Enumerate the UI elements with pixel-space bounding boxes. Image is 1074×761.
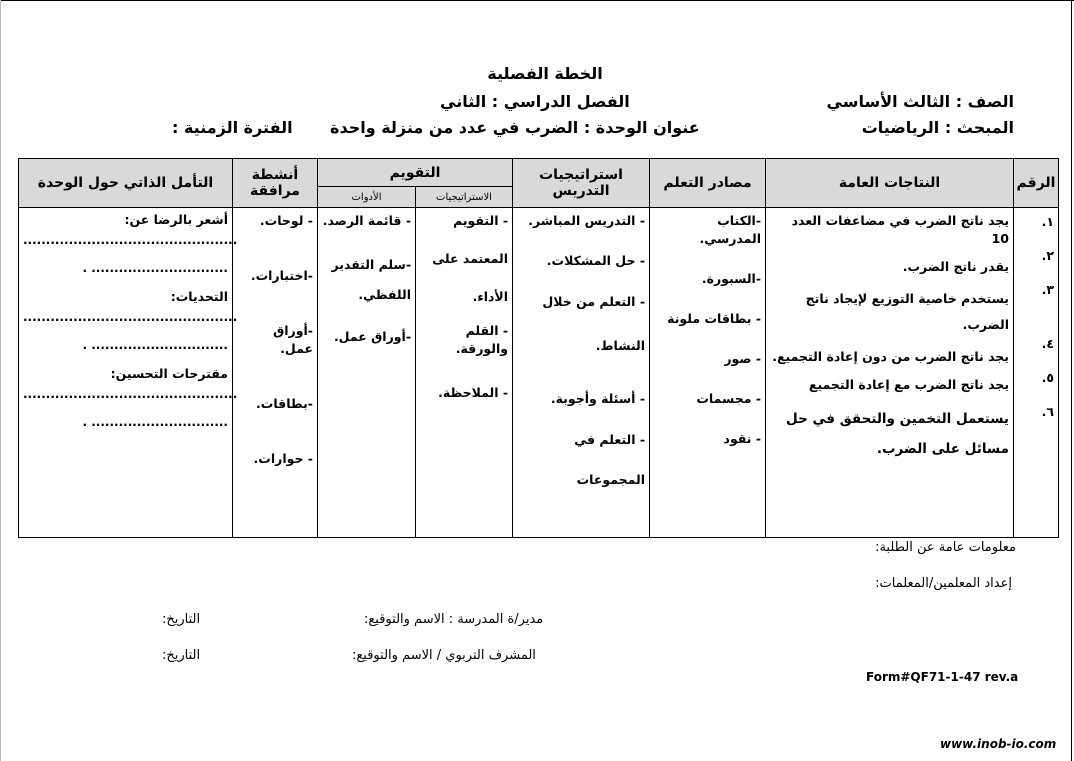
website-watermark: www.inob-io.com bbox=[940, 737, 1057, 751]
teaching-strategies-cell bbox=[513, 208, 650, 538]
student-info-label: معلومات عامة عن الطلبة: bbox=[875, 540, 1016, 555]
dotted-line: ............................................... bbox=[23, 310, 238, 324]
eval-strategy-item: - التقويم المعتمد على الأداء. bbox=[432, 213, 509, 304]
activity-item: -بطاقات. bbox=[256, 396, 313, 411]
source-item: - بطاقات ملونة bbox=[667, 311, 762, 326]
outcomes-cell bbox=[766, 208, 1014, 538]
header-eval-tools: الأدوات bbox=[318, 187, 416, 208]
source-item: -الكتاب المدرسي. bbox=[699, 213, 762, 246]
unit-title: عنوان الوحدة : الضرب في عدد من منزلة واحدة bbox=[330, 118, 700, 137]
row-number: ٣. bbox=[1041, 282, 1055, 297]
eval-strategy-item: - الملاحظة. bbox=[438, 385, 509, 400]
challenges-label: التحديات: bbox=[170, 289, 228, 304]
outcome-item: يجد ناتج الضرب في مضاعفات العدد 10 bbox=[791, 213, 1010, 246]
row-number: ٥. bbox=[1041, 370, 1055, 385]
improvements-label: مقترحات التحسين: bbox=[110, 366, 228, 381]
activity-item: -اختبارات. bbox=[250, 268, 313, 283]
strategy-item: - أسئلة وأجوبة. bbox=[550, 391, 646, 406]
time-period-label: الفترة الزمنية : bbox=[172, 118, 293, 137]
header-sources: مصادر التعلم bbox=[650, 159, 766, 208]
row-number: ١. bbox=[1041, 214, 1055, 229]
header-evaluation: التقويم bbox=[318, 159, 513, 187]
numbers-cell bbox=[1014, 208, 1059, 538]
row-number: ٤. bbox=[1041, 336, 1055, 351]
subject-label: المبحث : الرياضيات bbox=[861, 118, 1014, 137]
page-border-top bbox=[0, 0, 1074, 1]
strategy-item: - التعلم من خلال النشاط. bbox=[542, 294, 646, 353]
page-border-right bbox=[1071, 0, 1072, 761]
principal-signature-label: مدير/ة المدرسة : الاسم والتوقيع: bbox=[364, 612, 544, 627]
reflection-cell bbox=[19, 208, 238, 538]
source-item: - صور bbox=[724, 351, 762, 366]
date-label: التاريخ: bbox=[162, 648, 201, 663]
outcome-item: يجد ناتج الضرب من دون إعادة التجميع. bbox=[772, 349, 1010, 364]
dotted-line: . .............................. bbox=[82, 338, 228, 352]
eval-tool-item: -سلم التقدير اللفظي. bbox=[331, 257, 412, 302]
dotted-line: . .............................. bbox=[82, 261, 228, 275]
dotted-line: ............................................... bbox=[23, 233, 238, 247]
dotted-line: . .............................. bbox=[82, 415, 228, 429]
dotted-line: ............................................... bbox=[23, 387, 238, 401]
outcome-item: يقدر ناتج الضرب. bbox=[902, 259, 1010, 274]
outcome-item: يجد ناتج الضرب مع إعادة التجميع bbox=[808, 377, 1010, 392]
header-reflection: التأمل الذاتي حول الوحدة bbox=[19, 159, 233, 208]
semester-plan-table bbox=[18, 158, 1059, 538]
source-item: -السبورة. bbox=[701, 271, 762, 286]
header-teaching-strategies: استراتيجيات التدريس bbox=[513, 159, 650, 208]
header-activities: أنشطة مرافقة bbox=[233, 159, 318, 208]
supervisor-signature-label: المشرف التربوي / الاسم والتوقيع: bbox=[352, 648, 536, 663]
date-label: التاريخ: bbox=[162, 612, 201, 627]
satisfied-label: أشعر بالرضا عن: bbox=[124, 212, 228, 227]
source-item: - مجسمات bbox=[696, 391, 762, 406]
eval-strategies-cell bbox=[416, 208, 513, 538]
activity-item: -أوراق عمل. bbox=[273, 323, 313, 356]
eval-tool-item: - قائمة الرصد. bbox=[322, 213, 412, 228]
activity-item: - حوارات. bbox=[253, 451, 313, 466]
eval-tool-item: -أوراق عمل. bbox=[333, 329, 412, 344]
grade-label: الصف : الثالث الأساسي bbox=[826, 92, 1014, 111]
page-border-left bbox=[0, 0, 1, 761]
activities-cell bbox=[233, 208, 318, 538]
header-number: الرقم bbox=[1014, 159, 1059, 208]
header-outcomes: النتاجات العامة bbox=[766, 159, 1014, 208]
row-number: ٢. bbox=[1041, 248, 1055, 263]
activity-item: - لوحات. bbox=[259, 213, 313, 228]
header-eval-strategies: الاستراتيجيات bbox=[416, 187, 513, 208]
outcome-item: يستخدم خاصية التوزيع لإيجاد ناتج الضرب. bbox=[805, 291, 1010, 332]
eval-tools-cell bbox=[318, 208, 416, 538]
strategy-item: - حل المشكلات. bbox=[546, 253, 646, 268]
sources-cell bbox=[650, 208, 766, 538]
strategy-item: - التعلم في المجموعات bbox=[574, 432, 646, 487]
page-title: الخطة الفصلية bbox=[487, 64, 603, 83]
strategy-item: - التدريس المباشر. bbox=[528, 213, 646, 228]
prepared-by-label: إعداد المعلمين/المعلمات: bbox=[875, 576, 1012, 591]
row-number: ٦. bbox=[1041, 404, 1055, 419]
source-item: - نقود bbox=[723, 431, 762, 446]
outcome-item: يستعمل التخمين والتحقق في حل مسائل على الضرب. bbox=[786, 411, 1010, 457]
semester-label: الفصل الدراسي : الثاني bbox=[440, 92, 630, 111]
eval-strategy-item: - القلم والورقة. bbox=[455, 323, 509, 356]
form-number: Form#QF71-1-47 rev.a bbox=[866, 670, 1019, 684]
